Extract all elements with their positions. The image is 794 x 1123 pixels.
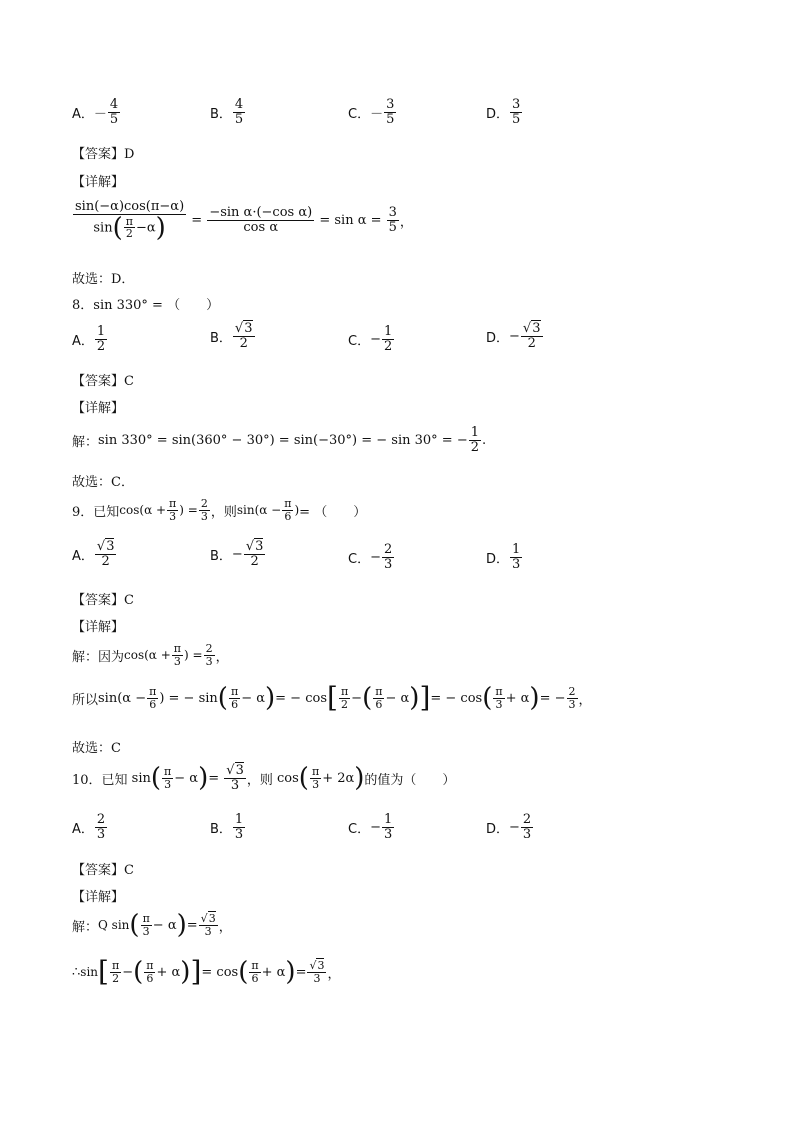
option-label: A． [72, 106, 94, 122]
q10-option-d: D． − $\frac{2}{3}$ [486, 812, 532, 842]
line-prefix: 所以 [72, 692, 99, 708]
option-label: D． [486, 106, 510, 122]
q7-derivation: sin(−α)cos(π−α) sin( $\frac{\pi}{2}$ −α) = $\frac{\text{−sin α·(−cos α)}}{\text{cos α}}$ = sin α = $\frac{3}{5}$ ， [75, 199, 413, 243]
stem-prefix: 9．已知 [72, 504, 120, 520]
q10-answer: 【答案】C [72, 863, 134, 878]
option-denominator: 5 [512, 111, 521, 127]
q10-solution-line2: ∴ sin [ $\frac{\pi}{2}$ − ( $\frac{\pi}{6}$ + α ) ] = cos ( $\frac{\pi}{6}$ + α ) = $\frac{√3}{3}$ ， [72, 955, 341, 988]
line-prefix: ∴ [72, 964, 81, 980]
q7-conclusion: 故选：D． [72, 272, 135, 287]
q8-stem: 8．sin 330° = （ ） [72, 298, 220, 313]
stem-suffix: 的值为（ ） [364, 772, 456, 788]
option-label: B． [210, 106, 232, 122]
line-prefix: 解：因为 [72, 649, 125, 665]
stem-mid: ，则 [246, 772, 273, 788]
q10-solution-line1: 解： Q sin ( $\frac{\pi}{3}$ − α ) = $\frac{√3}{3}$ ， [72, 910, 232, 940]
option-numerator: 3 [386, 97, 395, 112]
q8-option-c: C． − $\frac{1}{2}$ [348, 324, 393, 354]
q9-solution-line1: 解：因为 cos(α + $\frac{\pi}{3}$ ) = $\frac{2}{3}$ ， [72, 642, 229, 668]
q9-solution-line2: 所以 sin(α − $\frac{\pi}{6}$ ) = − sin ( $\frac{\pi}{6}$ − α ) = − cos [ $\frac{\pi}{2}$ − ( $\frac{\pi}{6}$ − α ) ] = − cos ( $\frac{\pi}{3}$ + α ) = − $\frac{2}{3}$ ， [72, 681, 592, 714]
stem-prefix: 10．已知 [72, 772, 128, 788]
q8-conclusion: 故选：C． [72, 475, 134, 490]
stem-suffix: = （ ） [299, 504, 367, 520]
q9-stem: 9．已知 cos(α + $\frac{\pi}{3}$ ) = $\frac{2}{3}$ ，则 sin(α − $\frac{\pi}{6}$ ) = （ ） [72, 497, 367, 523]
q8-option-b: B． $\frac{√3}{2}$ [210, 321, 253, 351]
q7-second-fraction: $\frac{\text{−sin α·(−cos α)}}{\text{cos α}}$ [209, 205, 313, 235]
option-sign: － [93, 106, 107, 122]
q8-solution: 解： sin 330° = sin(360° − 30°) = sin(−30°) = − sin 30° = − $\frac{1}{2}$ . [72, 425, 487, 455]
q9-detail-heading: 【详解】 [72, 620, 125, 635]
q9-conclusion: 故选：C [72, 741, 121, 756]
stem-mid: ，则 [210, 504, 237, 520]
option-numerator: 4 [234, 97, 244, 112]
solution-prefix: 解： [72, 434, 99, 450]
q10-stem: 10．已知 sin ( $\frac{\pi}{3}$ − α ) = $\frac{√3}{3}$ ，则 cos ( $\frac{\pi}{3}$ + 2α ) 的值为（ ） [72, 763, 456, 794]
option-sign: － [370, 106, 384, 122]
q7-answer: 【答案】D [72, 147, 135, 162]
q7-option-d [486, 98, 523, 126]
q8-detail-heading: 【详解】 [72, 401, 125, 416]
q9-answer: 【答案】C [72, 593, 134, 608]
q7-main-fraction: sin(−α)cos(π−α) sin( $\frac{\pi}{2}$ −α) [75, 199, 185, 243]
q8-option-d: D． − $\frac{√3}{2}$ [486, 321, 541, 351]
q9-option-d: D． $\frac{1}{3}$ [486, 542, 521, 572]
q9-option-b: B． − $\frac{√3}{2}$ [210, 539, 264, 569]
q7-option-b [210, 98, 246, 126]
option-denominator: 5 [109, 111, 119, 127]
option-label: C． [348, 106, 371, 122]
q10-detail-heading: 【详解】 [72, 890, 125, 905]
option-denominator: 5 [234, 111, 244, 127]
q9-option-a: A． $\frac{√3}{2}$ [72, 539, 115, 569]
option-denominator: 5 [386, 111, 395, 127]
q10-option-a: A． $\frac{2}{3}$ [72, 812, 106, 842]
q7-option-a [72, 98, 121, 126]
q7-detail-heading: 【详解】 [72, 175, 125, 190]
option-numerator: 4 [109, 97, 119, 112]
q7-option-c [348, 98, 397, 126]
q8-option-a: A． $\frac{1}{2}$ [72, 324, 106, 354]
line-prefix: 解： [72, 919, 99, 935]
q10-option-c: C． − $\frac{1}{3}$ [348, 812, 393, 842]
q10-option-b: B． $\frac{1}{3}$ [210, 812, 244, 842]
q8-answer: 【答案】C [72, 374, 134, 389]
option-numerator: 3 [512, 97, 521, 112]
q9-option-c: C． − $\frac{2}{3}$ [348, 542, 393, 572]
